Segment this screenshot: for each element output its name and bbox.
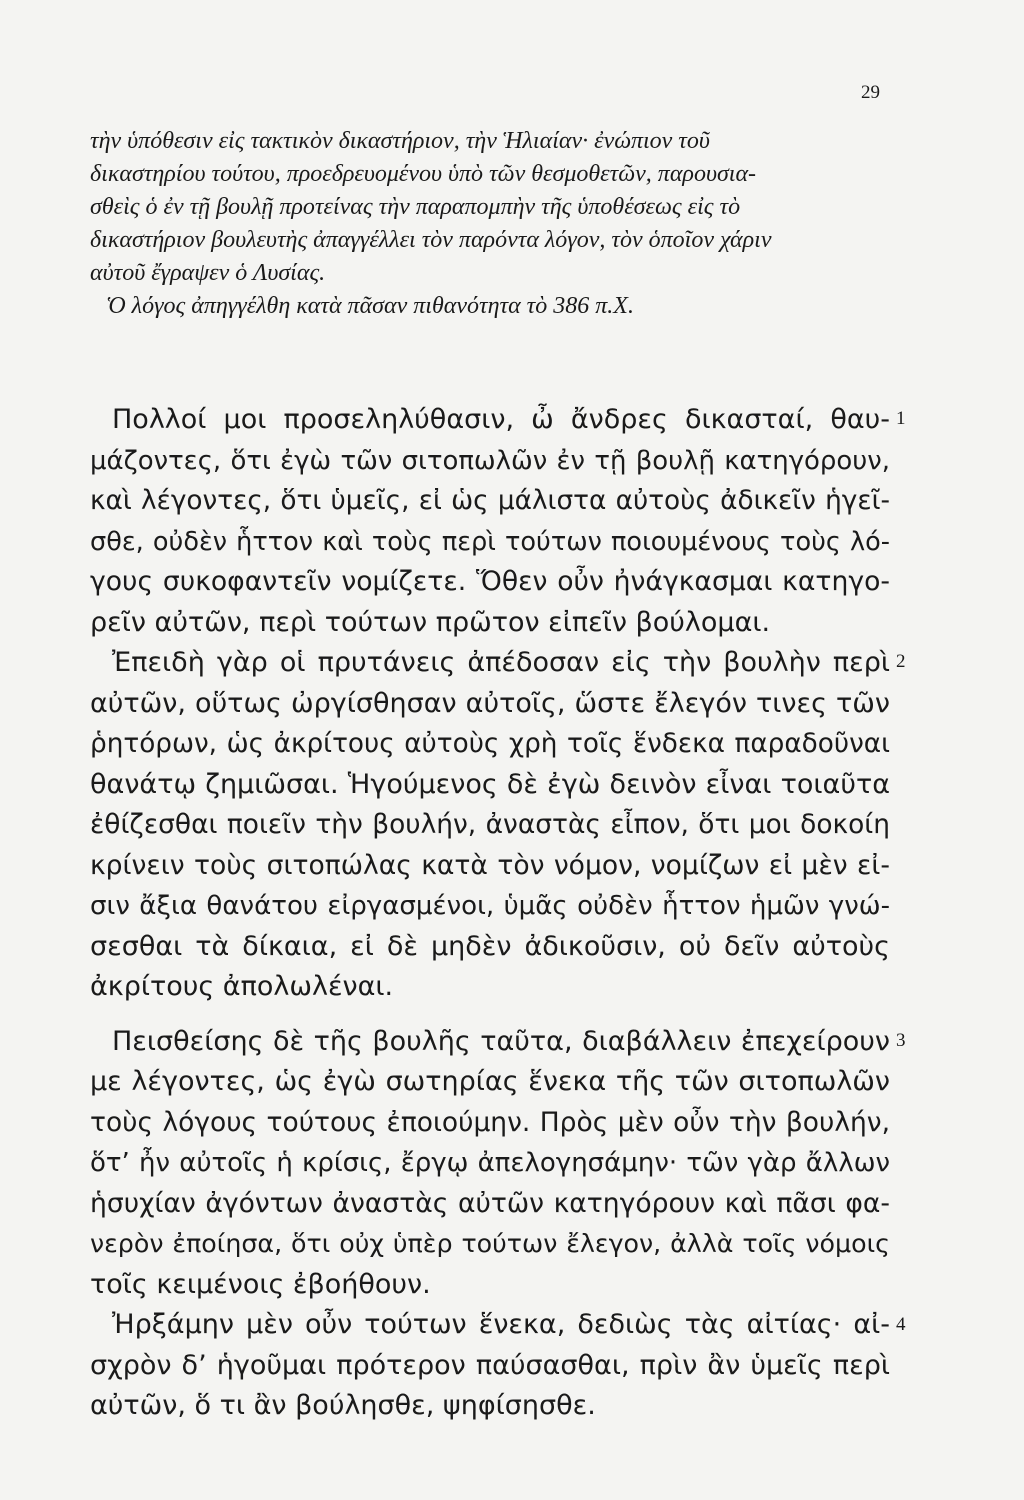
section-number: 1: [896, 408, 906, 429]
text-line: μάζοντες, ὅτι ἐγὼ τῶν σιτοπωλῶν ἐν τῇ βουλῇ κατηγόρουν,: [90, 445, 890, 476]
intro-line: δικαστήριον βουλευτὴς ἀπαγγέλλει τὸν παρόντα λόγον, τὸν ὁποῖον χάριν: [90, 227, 772, 253]
intro-line: τὴν ὑπόθεσιν εἰς τακτικὸν δικαστήριον, τὴν Ἡλιαίαν· ἐνώπιον τοῦ: [90, 128, 710, 154]
text-line: γους συκοφαντεῖν νομίζετε. Ὅθεν οὖν ἠνάγκασμαι κατηγο-: [90, 566, 890, 597]
text-line: ὅτ’ ἦν αὐτοῖς ἡ κρίσις, ἔργῳ ἀπελογησάμην· τῶν γὰρ ἄλλων: [90, 1148, 890, 1178]
text-line: σεσθαι τὰ δίκαια, εἰ δὲ μηδὲν ἀδικοῦσιν, οὐ δεῖν αὐτοὺς: [90, 930, 890, 962]
text-line: αὐτῶν, οὕτως ὠργίσθησαν αὐτοῖς, ὥστε ἔλεγόν τινες τῶν: [90, 687, 890, 719]
text-line: με λέγοντες, ὡς ἐγὼ σωτηρίας ἕνεκα τῆς τῶν σιτοπωλῶν: [90, 1066, 890, 1097]
intro-line: δικαστηρίου τούτου, προεδρευομένου ὑπὸ τῶν θεσμοθετῶν, παρουσια-: [90, 161, 757, 187]
text-line: τοῖς κειμένοις ἐβοήθουν.: [90, 1268, 431, 1300]
text-line: αὐτῶν, ὅ τι ἂν βούλησθε, ψηφίσησθε.: [90, 1390, 596, 1421]
text-line: κρίνειν τοὺς σιτοπώλας κατὰ τὸν νόμον, νομίζων εἰ μὲν εἰ-: [90, 849, 890, 881]
intro-line: Ὁ λόγος ἀπηγγέλθη κατὰ πᾶσαν πιθανότητα τὸ 386 π.Χ.: [106, 293, 634, 319]
section-number: 3: [896, 1030, 906, 1051]
text-line: νερὸν ἐποίησα, ὅτι οὐχ ὑπὲρ τούτων ἔλεγον, ἀλλὰ τοῖς νόμοις: [90, 1229, 890, 1258]
text-line: ῥητόρων, ὡς ἀκρίτους αὐτοὺς χρὴ τοῖς ἕνδεκα παραδοῦναι: [90, 729, 890, 759]
text-line: σθε, οὐδὲν ἧττον καὶ τοὺς περὶ τούτων ποιουμένους τοὺς λό-: [90, 526, 890, 557]
introduction-note: [90, 125, 890, 323]
intro-line: αὐτοῦ ἔγραψεν ὁ Λυσίας.: [90, 260, 326, 286]
text-line: σχρὸν δ’ ἡγοῦμαι πρότερον παύσασθαι, πρὶν ἂν ὑμεῖς περὶ: [90, 1349, 890, 1381]
text-line: ρεῖν αὐτῶν, περὶ τούτων πρῶτον εἰπεῖν βούλομαι.: [90, 606, 771, 638]
section-number: 4: [896, 1314, 906, 1335]
paragraph-gap: [90, 1008, 890, 1022]
text-line: τοὺς λόγους τούτους ἐποιούμην. Πρὸς μὲν οὖν τὴν βουλήν,: [90, 1106, 890, 1138]
text-line: ἡσυχίαν ἀγόντων ἀναστὰς αὐτῶν κατηγόρουν καὶ πᾶσι φα-: [90, 1187, 890, 1219]
text-line: Ἠρξάμην μὲν οὖν τούτων ἕνεκα, δεδιὼς τὰς αἰτίας· αἰ-: [112, 1309, 890, 1340]
text-line: καὶ λέγοντες, ὅτι ὑμεῖς, εἰ ὡς μάλιστα αὐτοὺς ἀδικεῖν ἡγεῖ-: [90, 486, 890, 516]
intro-line: σθεὶς ὁ ἐν τῇ βουλῇ προτείνας τὴν παραπομπὴν τῆς ὑποθέσεως εἰς τὸ: [90, 194, 741, 220]
text-line: Ἐπειδὴ γὰρ οἱ πρυτάνεις ἀπέδοσαν εἰς τὴν βουλὴν περὶ: [112, 647, 890, 678]
text-line: Πεισθείσης δὲ τῆς βουλῆς ταῦτα, διαβάλλειν ἐπεχείρουν: [112, 1025, 890, 1057]
section-number: 2: [896, 651, 906, 672]
text-line: ἀκρίτους ἀπολωλέναι.: [90, 971, 394, 1002]
text-line: Πολλοί μοι προσεληλύθασιν, ὦ ἄνδρες δικασταί, θαυ-: [112, 404, 890, 435]
text-line: σιν ἄξια θανάτου εἰργασμένοι, ὑμᾶς οὐδὲν ἧττον ἡμῶν γνώ-: [90, 891, 890, 921]
text-line: ἐθίζεσθαι ποιεῖν τὴν βουλήν, ἀναστὰς εἶπον, ὅτι μοι δοκοίη: [90, 809, 890, 840]
text-line: θανάτῳ ζημιῶσαι. Ἡγούμενος δὲ ἐγὼ δεινὸν εἶναι τοιαῦτα: [90, 768, 890, 800]
speech-text: [90, 400, 906, 1427]
page-number: 29: [861, 82, 880, 103]
